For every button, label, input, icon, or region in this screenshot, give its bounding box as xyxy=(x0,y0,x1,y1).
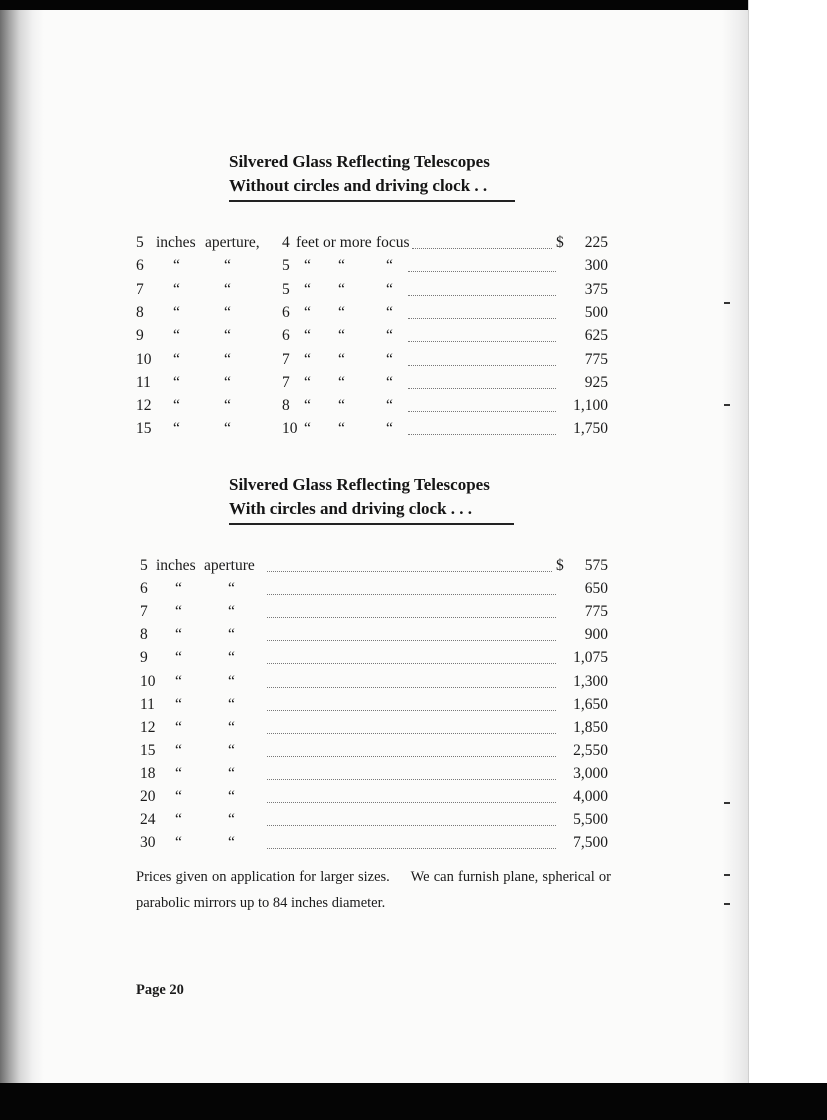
table-row xyxy=(136,624,608,646)
inches-label: “ xyxy=(175,811,182,829)
or-more-label: “ xyxy=(338,303,345,321)
aperture-size: 15 xyxy=(140,741,156,759)
table-row xyxy=(136,671,608,693)
margin-mark xyxy=(724,903,730,905)
aperture-label: “ xyxy=(224,257,231,275)
table-row xyxy=(136,395,608,417)
aperture-size: 20 xyxy=(140,788,156,805)
leader-dots xyxy=(267,555,552,572)
table-row xyxy=(136,325,608,347)
aperture-size: 30 xyxy=(140,834,156,852)
aperture-size: 12 xyxy=(140,718,156,736)
currency-symbol: $ xyxy=(556,234,564,251)
leader-dots xyxy=(267,601,556,618)
aperture-size: 7 xyxy=(136,280,144,298)
focus-label: focus xyxy=(376,234,410,251)
page-right-edge xyxy=(722,10,749,1083)
or-more-label: or more xyxy=(323,234,372,251)
inches-label: “ xyxy=(175,649,182,667)
focus-label: “ xyxy=(386,397,393,415)
price-value: 650 xyxy=(584,580,608,598)
leader-dots xyxy=(267,717,556,734)
leader-dots xyxy=(408,349,556,366)
inches-label: “ xyxy=(175,764,182,782)
aperture-size: 9 xyxy=(140,649,148,667)
leader-dots xyxy=(267,578,556,595)
inches-label: “ xyxy=(175,603,182,621)
aperture-size: 6 xyxy=(136,257,144,275)
or-more-label: “ xyxy=(338,350,345,368)
table-row xyxy=(136,578,608,600)
inches-label: “ xyxy=(175,695,182,713)
focus-feet: 6 xyxy=(282,303,290,321)
aperture-label: “ xyxy=(228,603,235,621)
aperture-size: 5 xyxy=(136,234,144,251)
focus-label: “ xyxy=(386,280,393,298)
aperture-label: “ xyxy=(228,718,235,736)
aperture-label: “ xyxy=(228,834,235,852)
aperture-size: 5 xyxy=(140,557,148,574)
feet-label: “ xyxy=(304,373,311,391)
aperture-size: 10 xyxy=(140,672,156,690)
table-row xyxy=(136,232,608,254)
table-row xyxy=(136,786,608,808)
price-value: 3,000 xyxy=(573,764,608,782)
aperture-label: “ xyxy=(224,397,231,415)
table2-heading xyxy=(229,473,529,521)
table-row xyxy=(136,647,608,669)
leader-dots xyxy=(267,809,556,826)
table-row xyxy=(136,809,608,831)
focus-label: “ xyxy=(386,373,393,391)
aperture-size: 12 xyxy=(136,397,152,415)
price-value: 4,000 xyxy=(573,788,608,805)
table-row xyxy=(136,832,608,854)
aperture-label: “ xyxy=(228,580,235,598)
scan-top-border xyxy=(0,0,827,10)
table-row xyxy=(136,255,608,277)
table-row xyxy=(136,555,608,577)
leader-dots xyxy=(267,763,556,780)
table1-title-line2: Without circles and driving clock . . xyxy=(229,176,488,195)
price-value: 925 xyxy=(584,373,608,391)
leader-dots xyxy=(408,372,556,389)
price-value: 1,850 xyxy=(573,718,608,736)
price-value: 300 xyxy=(584,257,608,275)
price-value: 775 xyxy=(584,350,608,368)
aperture-label: aperture, xyxy=(205,234,260,251)
inches-label: “ xyxy=(173,397,180,415)
inches-label: “ xyxy=(173,373,180,391)
leader-dots xyxy=(408,395,556,412)
or-more-label: “ xyxy=(338,397,345,415)
table2-title-rule xyxy=(229,523,514,525)
aperture-size: 8 xyxy=(140,626,148,644)
price-value: 775 xyxy=(584,603,608,621)
table2-title-line1: Silvered Glass Reflecting Telescopes xyxy=(229,475,490,494)
inches-label: “ xyxy=(175,834,182,852)
aperture-label: “ xyxy=(228,788,235,805)
aperture-size: 8 xyxy=(136,303,144,321)
or-more-label: “ xyxy=(338,280,345,298)
price-value: 625 xyxy=(584,327,608,345)
feet-label: “ xyxy=(304,350,311,368)
inches-label: “ xyxy=(175,741,182,759)
focus-feet: 7 xyxy=(282,350,290,368)
or-more-label: “ xyxy=(338,373,345,391)
table-row xyxy=(136,694,608,716)
leader-dots xyxy=(412,232,552,249)
aperture-label: “ xyxy=(224,280,231,298)
or-more-label: “ xyxy=(338,327,345,345)
inches-label: “ xyxy=(175,672,182,690)
leader-dots xyxy=(267,694,556,711)
scan-bottom-border xyxy=(0,1083,827,1120)
focus-label: “ xyxy=(386,420,393,438)
aperture-size: 24 xyxy=(140,811,156,829)
feet-label: “ xyxy=(304,303,311,321)
margin-mark xyxy=(724,302,730,304)
focus-feet: 7 xyxy=(282,373,290,391)
inches-label: “ xyxy=(173,280,180,298)
focus-label: “ xyxy=(386,303,393,321)
table1-heading xyxy=(229,150,529,198)
table-row xyxy=(136,349,608,371)
focus-feet: 10 xyxy=(282,420,298,438)
inches-label: “ xyxy=(173,420,180,438)
price-value: 1,300 xyxy=(573,672,608,690)
table-row xyxy=(136,601,608,623)
price-value: 1,650 xyxy=(573,695,608,713)
inches-label: “ xyxy=(175,626,182,644)
aperture-label: “ xyxy=(224,420,231,438)
inches-label: “ xyxy=(175,788,182,805)
page-binding-shadow xyxy=(0,10,44,1083)
focus-label: “ xyxy=(386,327,393,345)
focus-feet: 5 xyxy=(282,280,290,298)
inches-label: inches xyxy=(156,234,196,251)
table-row xyxy=(136,740,608,762)
aperture-label: “ xyxy=(228,695,235,713)
leader-dots xyxy=(267,786,556,803)
feet-label: feet xyxy=(296,234,320,251)
pricing-note: Prices given on application for larger sizes. We can furnish plane, spherical or parabolic mirrors up to 84 inches diameter. xyxy=(136,869,611,911)
inches-label: “ xyxy=(173,350,180,368)
aperture-label: “ xyxy=(228,764,235,782)
inches-label: “ xyxy=(175,580,182,598)
aperture-size: 11 xyxy=(136,373,151,391)
page-number: Page 20 xyxy=(136,982,184,998)
focus-feet: 4 xyxy=(282,234,290,251)
margin-mark xyxy=(724,802,730,804)
table1-title-line1: Silvered Glass Reflecting Telescopes xyxy=(229,152,490,171)
table-row xyxy=(136,302,608,324)
aperture-size: 10 xyxy=(136,350,152,368)
leader-dots xyxy=(267,647,556,664)
table1-title-rule xyxy=(229,200,515,202)
aperture-label: “ xyxy=(228,741,235,759)
aperture-label: “ xyxy=(224,327,231,345)
aperture-size: 9 xyxy=(136,327,144,345)
focus-feet: 6 xyxy=(282,327,290,345)
or-more-label: “ xyxy=(338,257,345,275)
aperture-label: “ xyxy=(224,303,231,321)
leader-dots xyxy=(267,740,556,757)
margin-mark xyxy=(724,874,730,876)
inches-label: “ xyxy=(173,257,180,275)
focus-feet: 8 xyxy=(282,397,290,415)
aperture-size: 15 xyxy=(136,420,152,438)
table-row xyxy=(136,717,608,739)
aperture-size: 18 xyxy=(140,764,156,782)
aperture-label: “ xyxy=(228,649,235,667)
feet-label: “ xyxy=(304,397,311,415)
feet-label: “ xyxy=(304,257,311,275)
leader-dots xyxy=(408,302,556,319)
price-value: 900 xyxy=(584,626,608,644)
aperture-label: “ xyxy=(228,811,235,829)
aperture-label: aperture xyxy=(204,557,255,574)
price-value: 500 xyxy=(584,303,608,321)
price-value: 375 xyxy=(584,280,608,298)
price-value: 1,100 xyxy=(573,397,608,415)
price-value: 1,750 xyxy=(573,420,608,438)
feet-label: “ xyxy=(304,420,311,438)
price-value: 575 xyxy=(584,557,608,574)
table2-title-line2: With circles and driving clock . . . xyxy=(229,499,473,518)
leader-dots xyxy=(408,279,556,296)
margin-mark xyxy=(724,404,730,406)
leader-dots xyxy=(408,255,556,272)
price-value: 1,075 xyxy=(573,649,608,667)
table-row xyxy=(136,763,608,785)
inches-label: “ xyxy=(173,327,180,345)
leader-dots xyxy=(408,418,556,435)
aperture-label: “ xyxy=(228,626,235,644)
leader-dots xyxy=(267,832,556,849)
table-row xyxy=(136,279,608,301)
price-value: 225 xyxy=(584,234,608,251)
table-row xyxy=(136,418,608,440)
inches-label: “ xyxy=(175,718,182,736)
focus-feet: 5 xyxy=(282,257,290,275)
table-row xyxy=(136,372,608,394)
feet-label: “ xyxy=(304,327,311,345)
currency-symbol: $ xyxy=(556,557,564,574)
aperture-label: “ xyxy=(228,672,235,690)
aperture-label: “ xyxy=(224,373,231,391)
leader-dots xyxy=(267,671,556,688)
price-value: 5,500 xyxy=(573,811,608,829)
scan-right-margin xyxy=(748,0,827,1120)
aperture-label: “ xyxy=(224,350,231,368)
focus-label: “ xyxy=(386,257,393,275)
price-value: 7,500 xyxy=(573,834,608,852)
price-value: 2,550 xyxy=(573,741,608,759)
inches-label: “ xyxy=(173,303,180,321)
inches-label: inches xyxy=(156,557,196,574)
aperture-size: 11 xyxy=(140,695,155,713)
feet-label: “ xyxy=(304,280,311,298)
leader-dots xyxy=(408,325,556,342)
aperture-size: 6 xyxy=(140,580,148,598)
or-more-label: “ xyxy=(338,420,345,438)
focus-label: “ xyxy=(386,350,393,368)
leader-dots xyxy=(267,624,556,641)
aperture-size: 7 xyxy=(140,603,148,621)
